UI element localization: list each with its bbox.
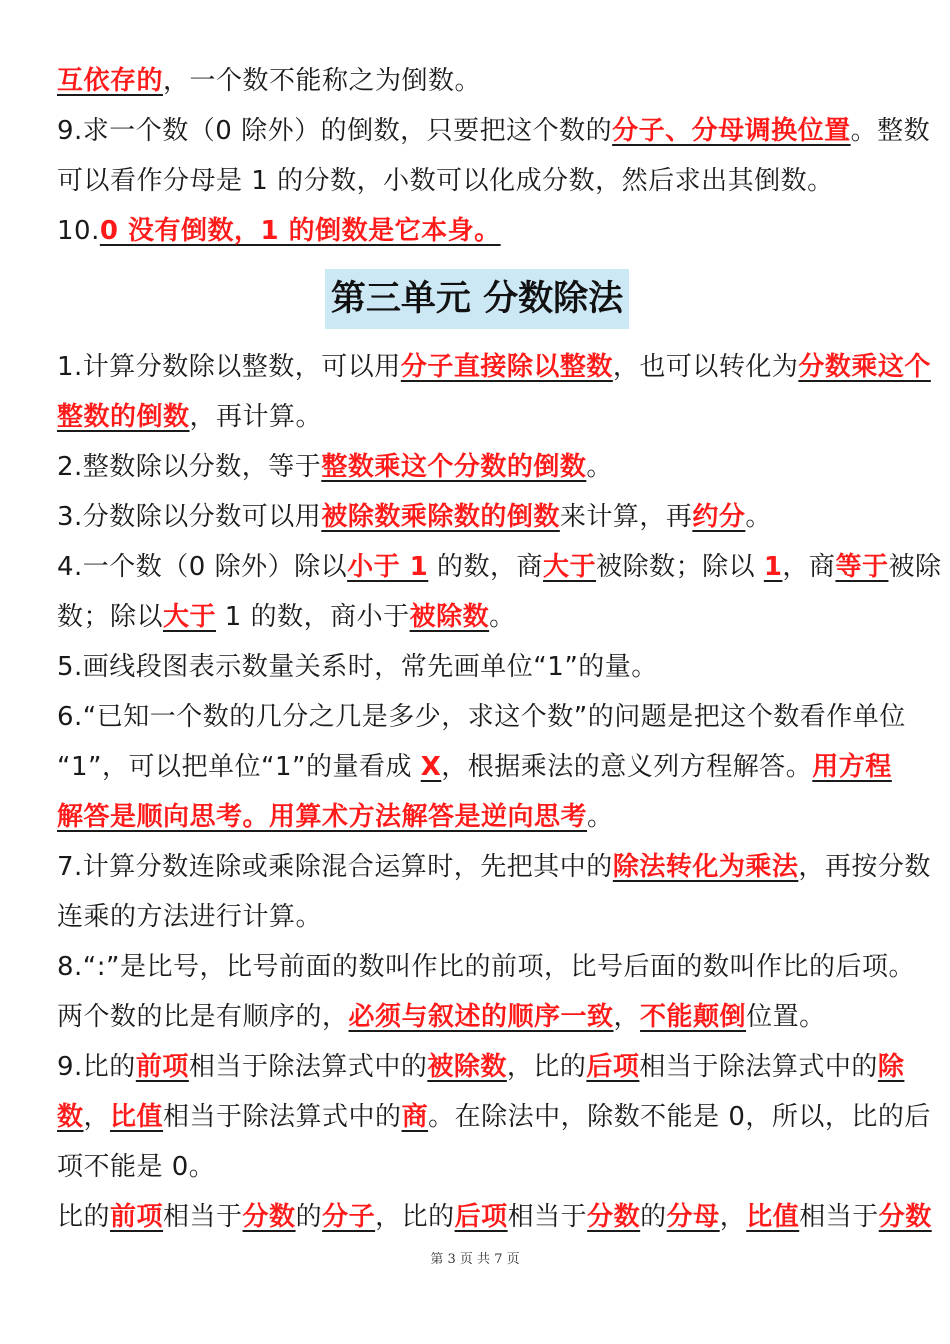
highlighted-key-phrase: 分子、分母调换位置 [612,116,851,146]
text-segment: 5.画线段图表示数量关系时，常先画单位“1”的量。 [57,652,658,682]
text-segment: 被除 [888,552,942,582]
highlighted-key-phrase: 小于 1 [347,552,429,582]
highlighted-key-phrase: 前项 [135,1052,189,1082]
text-segment: 。整数 [850,116,931,146]
highlighted-key-phrase: 不能颠倒 [640,1002,747,1032]
highlighted-key-phrase: X [420,752,442,782]
text-segment: 项不能是 0。 [57,1152,216,1182]
text-segment: 可以看作分母是 1 的分数，小数可以化成分数，然后求出其倒数。 [57,166,834,196]
highlighted-key-phrase: 后项 [586,1052,640,1082]
text-line [57,842,931,892]
highlighted-key-phrase: 商 [401,1102,429,1132]
highlighted-key-phrase: 后项 [454,1202,508,1232]
text-segment: ，再按分数 [798,852,931,882]
text-line [57,392,897,442]
text-segment: 2.整数除以分数，等于 [57,452,322,482]
page-footer: 第 3 页 共 7 页 [430,1252,520,1267]
text-segment: 比的 [57,1202,111,1232]
text-segment: 的数，商 [428,552,544,582]
text-segment: 9.比的 [57,1052,136,1082]
highlighted-key-phrase: 等于 [835,552,889,582]
highlighted-key-phrase: 分数 [242,1202,296,1232]
text-line [57,692,906,742]
text-segment: 7.计算分数连除或乘除混合运算时，先把其中的 [57,852,613,882]
text-line [57,1042,905,1092]
highlighted-key-phrase: 分数 [587,1202,641,1232]
highlighted-key-phrase: 除法转化为乘法 [612,852,799,882]
text-line [57,106,931,156]
text-line [57,156,897,206]
text-line [57,442,897,492]
highlighted-key-phrase: 比值 [110,1102,164,1132]
highlighted-key-phrase: 分数 [878,1202,932,1232]
text-segment: 9.求一个数（0 除外）的倒数，只要把这个数的 [57,116,613,146]
text-segment: 。在除法中，除数不能是 0，所以，比的后 [428,1102,931,1132]
text-line [57,1092,931,1142]
text-segment: 1 的数，商小于 [216,602,410,632]
highlighted-key-phrase: 整数乘这个分数的倒数 [321,452,587,482]
text-line [57,942,916,992]
unit-title: 第三单元 分数除法 [325,269,629,329]
text-line [57,792,897,842]
text-segment: 相当于 [507,1202,588,1232]
text-segment: 被除数；除以 [596,552,764,582]
text-segment: 。 [587,802,614,832]
highlighted-key-phrase: 互依存的 [57,66,164,96]
text-segment: 相当于 [799,1202,879,1232]
document-body [57,56,942,1242]
text-line [57,742,897,792]
highlighted-key-phrase: 分数乘这个 [798,352,931,382]
highlighted-key-phrase: 前项 [110,1202,164,1232]
text-segment: ，比的 [375,1202,455,1232]
highlighted-key-phrase: 被除数乘除数的倒数 [321,502,560,532]
text-segment: ， [719,1202,747,1232]
text-segment: 相当于 [163,1202,243,1232]
text-segment: 数；除以 [57,602,164,632]
highlighted-key-phrase: 大于 [543,552,597,582]
text-line [57,342,931,392]
text-segment: 4.一个数（0 除外）除以 [57,552,348,582]
text-segment: 8.“:”是比号，比号前面的数叫作比的前项，比号后面的数叫作比的后项。 [57,952,916,982]
text-segment: 相当于除法算式中的 [163,1102,402,1132]
text-segment: 相当于除法算式中的 [188,1052,428,1082]
text-segment: ，也可以转化为 [612,352,799,382]
text-segment: 的 [295,1202,323,1232]
text-segment: 3.分数除以分数可以用 [57,502,322,532]
highlighted-key-phrase: 数 [57,1102,84,1132]
highlighted-key-phrase: 被除数 [409,602,490,632]
text-segment: 位置。 [746,1002,826,1032]
highlighted-key-phrase: 整数的倒数 [57,402,190,432]
highlighted-key-phrase: 用方程 [812,752,892,782]
text-segment: 1.计算分数除以整数，可以用 [57,352,401,382]
highlighted-key-phrase: 分子 [322,1202,376,1232]
highlighted-key-phrase: 除 [877,1052,905,1082]
highlighted-key-phrase: 分子直接除以整数 [400,352,613,382]
text-line [57,592,897,642]
text-segment: ， [83,1102,111,1132]
text-line [57,992,897,1042]
highlighted-key-phrase: 比值 [746,1202,800,1232]
text-segment: 6.“已知一个数的几分之几是多少，求这个数”的问题是把这个数看作单位 [57,702,906,732]
text-segment: 10. [57,216,100,246]
text-segment: ，一个数不能称之为倒数。 [163,66,482,96]
highlighted-key-phrase: 必须与叙述的顺序一致 [348,1002,614,1032]
text-segment: ，再计算。 [189,402,323,432]
text-line [57,642,897,692]
text-line [57,206,897,256]
text-line [57,892,897,942]
highlighted-key-phrase: 大于 [163,602,217,632]
text-segment: 。 [745,502,772,532]
text-line [57,542,942,592]
text-line [57,492,897,542]
text-line [57,1142,897,1192]
highlighted-key-phrase: 被除数 [427,1052,507,1082]
text-segment: 。 [586,452,613,482]
highlighted-key-phrase: 1 [763,552,783,582]
text-segment: 相当于除法算式中的 [639,1052,878,1082]
text-segment: 来计算，再 [559,502,693,532]
unit-title-wrap [57,256,897,342]
highlighted-key-phrase: 分母 [666,1202,720,1232]
text-segment: ，比的 [506,1052,587,1082]
text-segment: 两个数的比是有顺序的， [57,1002,349,1032]
text-line [57,1192,932,1242]
text-segment: ，商 [782,552,836,582]
text-segment: 的 [640,1202,667,1232]
text-segment: ，根据乘法的意义列方程解答。 [441,752,813,782]
text-segment: ， [613,1002,641,1032]
text-line [57,56,897,106]
highlighted-key-phrase: 解答是顺向思考。用算术方法解答是逆向思考 [57,802,588,832]
highlighted-key-phrase: 约分 [692,502,746,532]
text-segment: “1”，可以把单位“1”的量看成 [57,752,421,782]
text-segment: 连乘的方法进行计算。 [57,902,323,932]
highlighted-key-phrase: 0 没有倒数，1 的倒数是它本身。 [99,216,501,246]
text-segment: 。 [489,602,516,632]
